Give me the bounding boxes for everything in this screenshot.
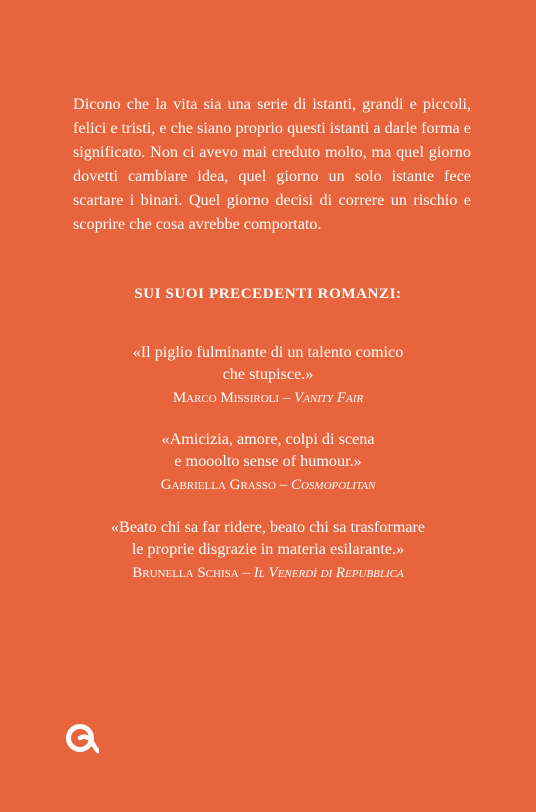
review-source: Cosmopolitan [290, 477, 376, 493]
review-separator: – [279, 390, 295, 406]
publisher-logo-icon [65, 721, 99, 755]
review-separator: – [238, 565, 254, 581]
blurb-text: Dicono che la vita sia una serie di istanti, grandi e piccoli, felici e tristi, e che siano proprio questi istanti a darle forma e significato. Non ci avevo mai creduto molto, ma quel giorno dovetti cambiare idea, quel giorno un solo istante fece scartare i binari. Quel giorno decisi di correre un rischio e scoprire che cosa avrebbe comportato. [73, 95, 471, 233]
review-quote: «Il piglio fulminante di un talento comico che stupisce.» [132, 343, 404, 383]
review-source: Vanity Fair [294, 390, 364, 406]
review-quote: «Amicizia, amore, colpi di scena e mooolto sense of humour.» [161, 430, 375, 470]
review-item [0, 428, 536, 496]
review-attribution [0, 474, 536, 496]
review-author: Gabriella Grasso [160, 477, 276, 493]
review-item [0, 516, 536, 584]
review-author: Brunella Schisa [132, 565, 239, 581]
review-separator: – [275, 477, 291, 493]
review-quote: «Beato chi sa far ridere, beato chi sa trasformare le proprie disgrazie in materia esilarante.» [110, 518, 426, 558]
review-attribution [0, 562, 536, 584]
review-source: Il Venerdì di Repubblica [253, 565, 404, 581]
review-author: Marco Missiroli [172, 390, 280, 406]
reviews-heading: SUI SUOI PRECEDENTI ROMANZI: [134, 286, 402, 302]
review-item [0, 341, 536, 409]
review-attribution [0, 387, 536, 409]
